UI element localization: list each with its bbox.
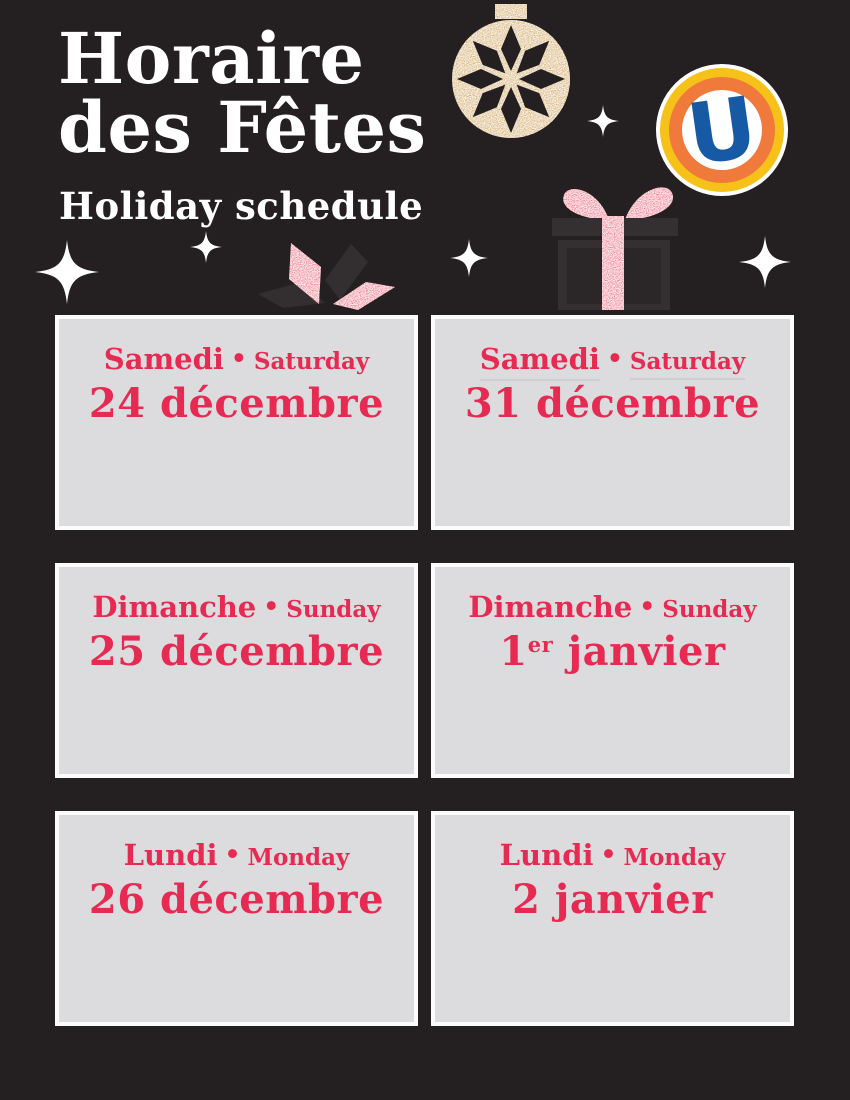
date-label bbox=[435, 382, 790, 432]
day-en-label: Saturday bbox=[630, 348, 745, 380]
sparkle-icon bbox=[450, 239, 488, 277]
day-fr-label: Samedi bbox=[103, 342, 224, 376]
date-label bbox=[435, 878, 790, 928]
day-fr-label: Samedi bbox=[480, 342, 600, 381]
date-main: 24 décembre bbox=[88, 380, 385, 427]
poinsettia-icon bbox=[250, 235, 398, 315]
date-main: 26 décembre bbox=[88, 876, 385, 923]
day-fr-label: Lundi bbox=[499, 838, 594, 872]
day-line bbox=[435, 344, 790, 379]
date-main: 31 décembre bbox=[464, 380, 761, 427]
day-en-label: Monday bbox=[623, 844, 726, 871]
title-line-2: des Fêtes bbox=[58, 86, 427, 169]
day-line bbox=[59, 592, 414, 627]
gift-icon bbox=[545, 178, 705, 313]
page-title bbox=[58, 17, 427, 169]
day-en-label: Sunday bbox=[286, 596, 381, 623]
logo-letter: U bbox=[681, 77, 763, 185]
schedule-card-25-dec bbox=[55, 563, 418, 778]
day-fr-label: Dimanche bbox=[468, 590, 633, 624]
schedule-card-2-jan bbox=[431, 811, 794, 1026]
date-label bbox=[435, 630, 790, 680]
day-fr-label: Lundi bbox=[123, 838, 218, 872]
day-line bbox=[59, 344, 414, 379]
bullet-separator: • bbox=[639, 592, 656, 621]
date-main: 2 janvier bbox=[512, 876, 713, 923]
schedule-card-1-jan bbox=[431, 563, 794, 778]
sparkle-icon bbox=[190, 231, 222, 263]
bullet-separator: • bbox=[230, 344, 247, 373]
sparkle-icon bbox=[35, 240, 99, 304]
date-label bbox=[59, 382, 414, 432]
date-superscript: er bbox=[527, 632, 554, 657]
day-line bbox=[435, 592, 790, 627]
schedule-card-31-dec bbox=[431, 315, 794, 530]
date-main: 25 décembre bbox=[88, 628, 385, 675]
date-rest: janvier bbox=[553, 628, 726, 675]
date-main: 1 bbox=[499, 628, 528, 675]
bullet-separator: • bbox=[600, 840, 617, 869]
schedule-card-24-dec bbox=[55, 315, 418, 530]
date-label bbox=[59, 878, 414, 928]
ornament-icon bbox=[448, 0, 574, 142]
day-en-label: Monday bbox=[247, 844, 350, 871]
day-en-label: Saturday bbox=[253, 348, 370, 375]
day-fr-label: Dimanche bbox=[92, 590, 257, 624]
schedule-grid bbox=[55, 315, 794, 1026]
day-line bbox=[435, 840, 790, 875]
day-line bbox=[59, 840, 414, 875]
sparkle-icon bbox=[739, 236, 791, 288]
bullet-separator: • bbox=[606, 344, 623, 373]
bullet-separator: • bbox=[224, 840, 241, 869]
bullet-separator: • bbox=[263, 592, 280, 621]
page-subtitle: Holiday schedule bbox=[59, 184, 424, 228]
day-en-label: Sunday bbox=[662, 596, 757, 623]
title-line-1: Horaire bbox=[58, 17, 365, 100]
schedule-card-26-dec bbox=[55, 811, 418, 1026]
sparkle-icon bbox=[587, 105, 619, 137]
u-logo bbox=[655, 63, 789, 197]
date-label bbox=[59, 630, 414, 680]
